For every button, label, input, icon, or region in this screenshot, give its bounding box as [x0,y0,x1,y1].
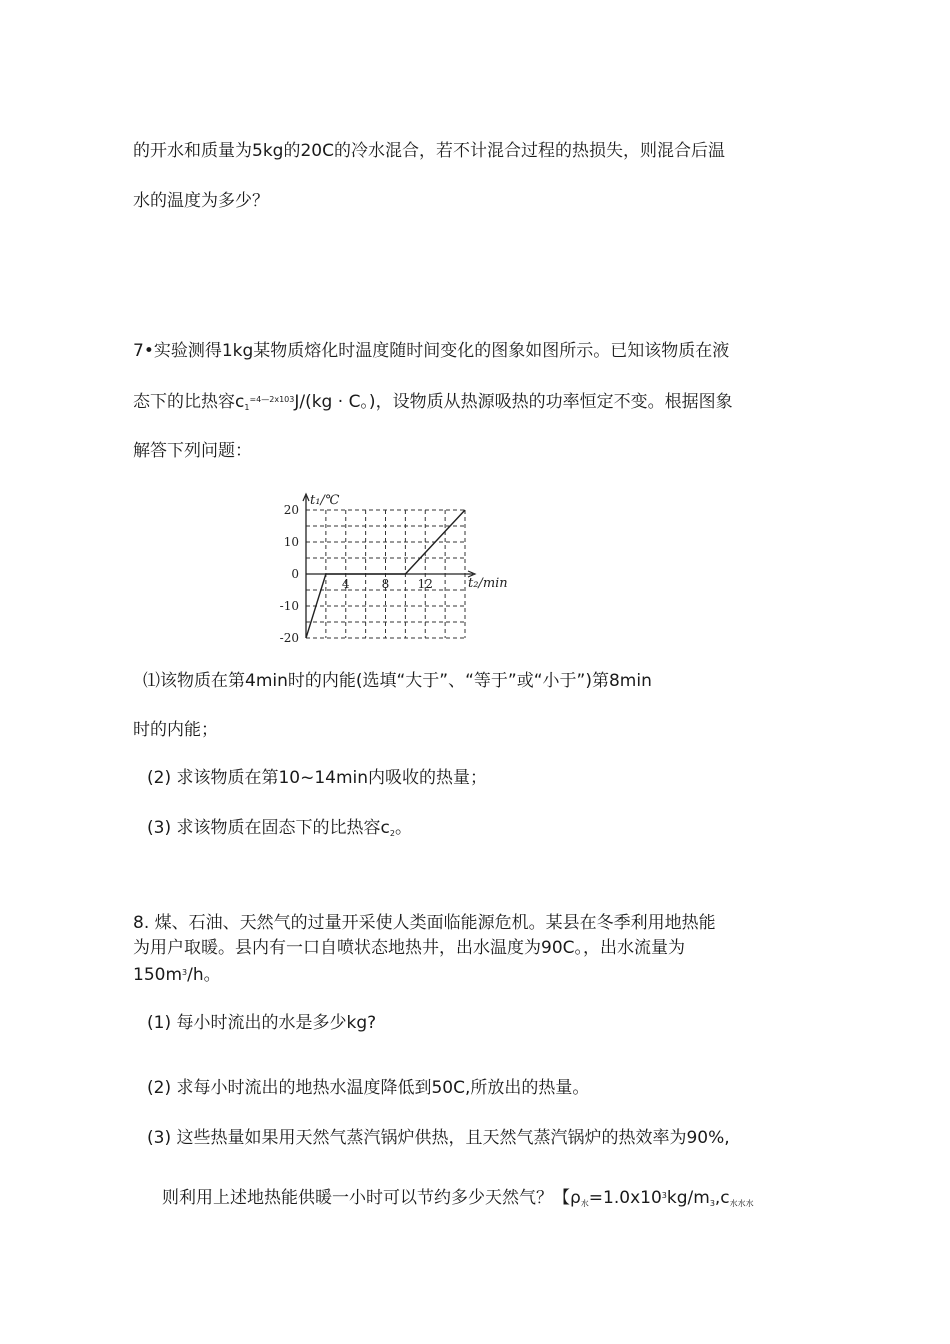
q7-line-2 [133,389,733,419]
graph-x-axis-label: t₂/min [468,576,508,591]
x-tick-label: 8 [381,577,390,591]
q8-flow-rate: 150m [133,965,183,985]
q7-line-3: 解答下列问题： [133,441,252,461]
y-tick-label: 20 [283,503,299,517]
q7-equals: = [249,395,257,404]
q8-density-exponent: 3 [661,1191,667,1200]
q8-c-subscript: 水水水 [729,1199,754,1208]
q8-part1: (1) 每小时流出的水是多少kg? [147,1013,377,1033]
intro-line-2: 水的温度为多少？ [133,191,269,211]
temperature-time-graph [270,490,520,650]
q7-heat-capacity-value: 4—2x10 [256,395,290,404]
q7-part3-end: 。 [394,818,412,838]
q8-line-1: 8. 煤、石油、天然气的过量开采使人类面临能源危机。某县在冬季利用地热能 [133,913,716,933]
x-tick-label: 4 [341,577,350,591]
q8-density-value: =1.0x10 [588,1188,662,1208]
q7-line-1: 7•实验测得1kg某物质熔化时温度随时间变化的图象如图所示。已知该物质在液 [133,341,730,361]
graph-y-axis-label: t₁/℃ [310,493,340,508]
q8-part3-text: 则利用上述地热能供暖一小时可以节约多少天然气？【ρ [162,1188,581,1208]
q7-part2: (2) 求该物质在第10~14min内吸收的热量； [147,768,488,788]
y-tick-label: -10 [279,599,299,613]
q7-part3-text: (3) 求该物质在固态下的比热容c [147,818,390,838]
y-tick-label: 10 [283,535,299,549]
q7-part1-line-1: ⑴该物质在第4min时的内能(选填“大于”、“等于”或“小于”)第8min [143,671,652,691]
q7-exponent: 3 [289,395,295,404]
y-tick-label: 0 [291,567,299,581]
q8-rho-subscript: 水 [580,1199,589,1208]
q8-line-2: 为用户取暖。县内有一口自喷状态地热井，出水温度为90C。，出水流量为 [133,938,686,958]
intro-line-1: 的开水和质量为5kg的20C的冷水混合，若不计混合过程的热损失，则混合后温 [133,141,725,161]
q8-density-unit-exponent: 3 [709,1199,715,1208]
graph-axes [303,494,475,638]
q7-c1-subscript: 1 [244,403,250,412]
q7-part1-line-2: 时的内能； [133,720,218,740]
x-tick-label: 12 [417,577,433,591]
q8-line-3 [133,962,221,986]
q7-c2-subscript: 2 [389,829,395,838]
q8-density-unit: kg/m [666,1188,710,1208]
q8-part2: (2) 求每小时流出的地热水温度降低到50C,所放出的热量。 [147,1078,590,1098]
q8-specific-heat-symbol: ,c [714,1188,730,1208]
q8-part3-line-1: (3) 这些热量如果用天然气蒸汽锅炉供热，且天然气蒸汽锅炉的热效率为90%, [147,1128,730,1148]
y-tick-label: -20 [279,631,299,645]
q8-flow-rate-unit: /h。 [187,965,221,985]
q7-part3 [147,817,412,845]
q8-part3-line-2 [162,1185,754,1215]
q7-line-2-text-a: 态下的比热容c [133,392,245,412]
q7-line-2-text-c: J/(kg · C。)，设物质从热源吸热的功率恒定不变。根据图象 [294,392,733,412]
q8-flow-rate-exponent: 3 [182,968,188,977]
